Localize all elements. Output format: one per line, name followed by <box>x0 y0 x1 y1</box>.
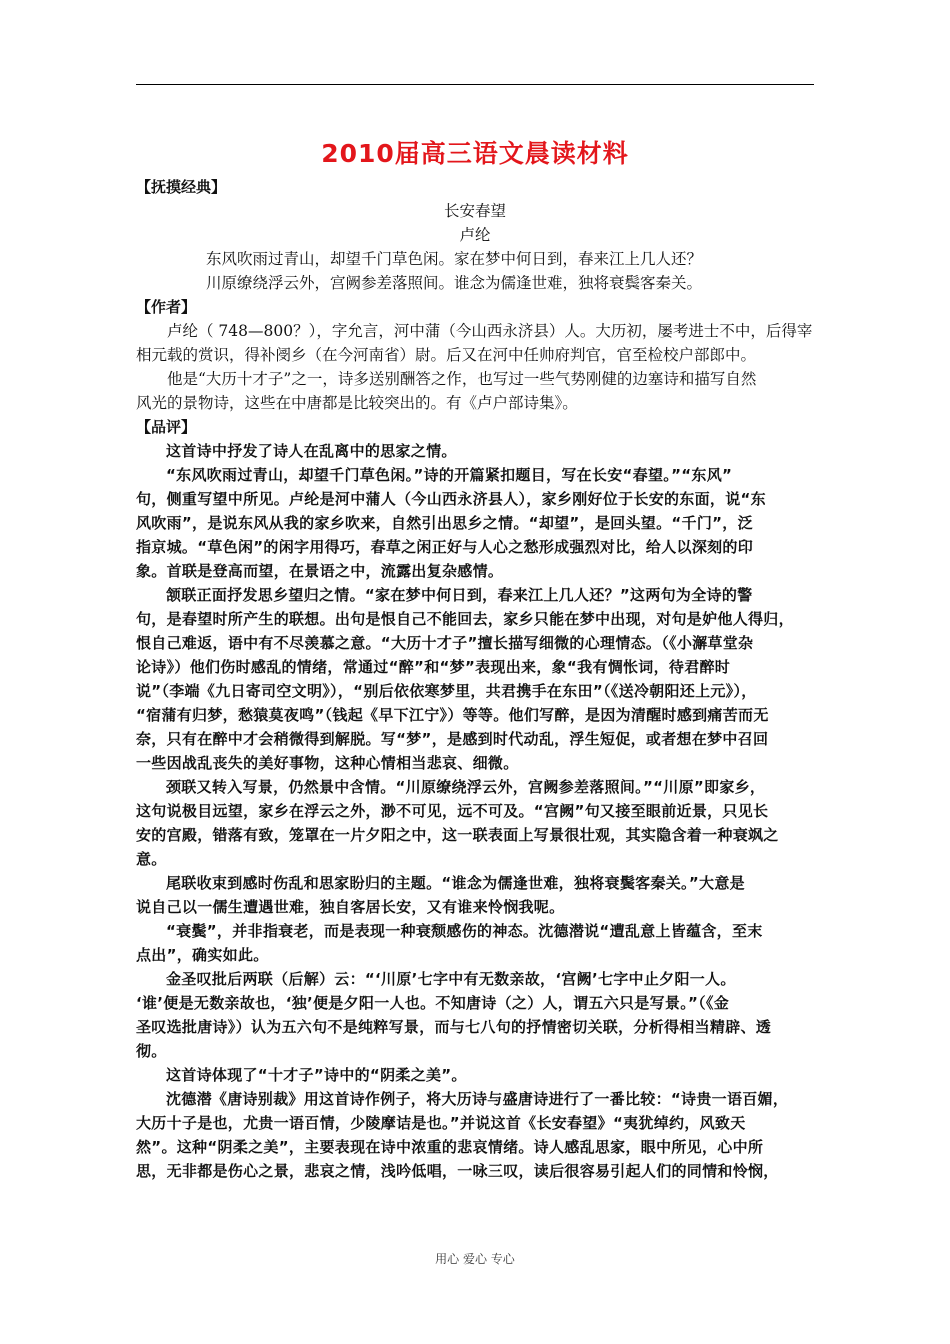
review-line: 这首诗体现了“十才子”诗中的“阴柔之美”。 <box>166 1066 467 1084</box>
review-line: 指京城。“草色闲”的闲字用得巧，春草之闲正好与人心之愁形成强烈对比，给人以深刻的印 <box>136 538 754 556</box>
review-line: 然”。这种“阴柔之美”，主要表现在诗中浓重的悲哀情绪。诗人感乱思家，眼中所见，心中所 <box>136 1138 764 1156</box>
poem-title: 长安春望 <box>443 202 506 220</box>
review-line: 一些因战乱丧失的美好事物，这种心情相当悲哀、细微。 <box>136 754 519 772</box>
document-body <box>136 175 814 1183</box>
author-paragraph-line: 相元载的赏识，得补阌乡（在今河南省）尉。后又在河中任帅府判官，官至检校户部郎中。 <box>136 346 757 364</box>
page-title: 2010届高三语文晨读材料 <box>321 139 629 168</box>
review-line: 尾联收束到感时伤乱和思家盼归的主题。“谁念为儒逢世难，独将衰鬓客秦关。”大意是 <box>166 874 745 892</box>
author-paragraph-line: 他是“大历十才子”之一，诗多送别酬答之作，也写过一些气势刚健的边塞诗和描写自然 <box>167 370 757 388</box>
review-line: 意。 <box>136 850 167 868</box>
review-line: 象。首联是登高而望，在景语之中，流露出复杂感情。 <box>136 562 504 580</box>
section-heading-review: 【品评】 <box>136 418 197 436</box>
review-line: 颔联正面抒发思乡望归之情。“家在梦中何日到，春来江上几人还？”这两句为全诗的警 <box>166 586 753 604</box>
review-line: 句，是春望时所产生的联想。出句是恨自己不能回去，家乡只能在梦中出现，对句是妒他人得归， <box>136 610 794 628</box>
review-line: 论诗》）他们伤时感乱的情绪，常通过“醉”和“梦”表现出来，象“我有惆怅词，待君醉时 <box>136 658 731 676</box>
author-paragraph-line: 卢纶（ 748—800？），字允言，河中蒲（今山西永济县）人。大历初，屡考进士不中，后得宰 <box>167 322 813 340</box>
review-line: 圣叹选批唐诗》）认为五六句不是纯粹写景，而与七八句的抒情密切关联，分析得相当精辟、透 <box>136 1018 772 1036</box>
poem-line: 川原缭绕浮云外，宫阙参差落照间。谁念为儒逢世难，独将衰鬓客秦关。 <box>206 274 703 292</box>
review-line: 思，无非都是伤心之景，悲哀之情，浅吟低唱，一咏三叹，读后很容易引起人们的同情和怜悯， <box>136 1162 779 1180</box>
section-heading-author: 【作者】 <box>136 298 197 316</box>
review-line: 说”（李端《九日寄司空文明》），“别后依依寒梦里，共君携手在东田”（《送冷朝阳还上元》）， <box>136 682 757 700</box>
review-line: 恨自己难返，语中有不尽羡慕之意。“大历十才子”擅长描写细微的心理情态。（《小澥草堂杂 <box>136 634 754 652</box>
review-line: 彻。 <box>136 1042 167 1060</box>
review-line: 这句说极目远望，家乡在浮云之外，渺不可见，远不可及。“宫阙”句又接至眼前近景，只见长 <box>136 802 769 820</box>
review-line: “衰鬓”，并非指衰老，而是表现一种衰颓感伤的神态。沈德潜说“遭乱意上皆蕴含，至末 <box>166 922 763 940</box>
page-footer: 用心 爱心 专心 <box>435 1252 515 1266</box>
review-line: ‘谁’便是无数亲故也，‘独’便是夕阳一人也。不知唐诗（之）人，谓五六只是写景。”（《金 <box>136 994 730 1012</box>
review-line: 颈联又转入写景，仍然景中含情。“川原缭绕浮云外，宫阙参差落照间。”“川原”即家乡， <box>166 778 766 796</box>
review-line: 点出”，确实如此。 <box>136 946 269 964</box>
review-line: 奈，只有在醉中才会稍微得到解脱。写“梦”，是感到时代动乱，浮生短促，或者想在梦中召回 <box>136 730 769 748</box>
review-line: 安的宫殿，错落有致，笼罩在一片夕阳之中，这一联表面上写景很壮观，其实隐含着一种衰飒之 <box>136 826 779 844</box>
review-line: “宿蒲有归梦，愁猿莫夜鸣”（钱起《早下江宁》）等等。他们写醉，是因为清醒时感到痛苦而无 <box>136 706 769 724</box>
review-line: 沈德潜《唐诗别裁》用这首诗作例子，将大历诗与盛唐诗进行了一番比较：“诗贵一语百媚， <box>166 1090 789 1108</box>
section-heading-classic: 【抚摸经典】 <box>136 178 227 196</box>
author-paragraph-line: 风光的景物诗，这些在中唐都是比较突出的。有《卢户部诗集》。 <box>136 394 578 412</box>
review-line: 说自己以一儒生遭遇世难，独自客居长安，又有谁来怜悯我呢。 <box>136 898 565 916</box>
poem-line: 东风吹雨过青山，却望千门草色闲。家在梦中何日到，春来江上几人还？ <box>206 250 703 268</box>
review-line: 句，侧重写望中所见。卢纶是河中蒲人（今山西永济县人），家乡刚好位于长安的东面，说“东 <box>136 490 766 508</box>
poem-author: 卢纶 <box>459 226 491 244</box>
header-rule <box>136 84 814 85</box>
review-line: 大历十子是也，尤贵一语百情，少陵摩诘是也。”并说这首《长安春望》“夷犹绰约，风致天 <box>136 1114 746 1132</box>
review-line: 风吹雨”，是说东风从我的家乡吹来，自然引出思乡之情。“却望”，是回头望。“千门”，泛 <box>136 514 753 532</box>
review-line: “东风吹雨过青山，却望千门草色闲。”诗的开篇紧扣题目，写在长安“春望。”“东风” <box>166 466 733 484</box>
review-line: 这首诗中抒发了诗人在乱离中的思家之情。 <box>166 442 457 460</box>
review-line: 金圣叹批后两联（后解）云：“‘川原’七字中有无数亲故，‘宫阙’七字中止夕阳一人。 <box>166 970 736 988</box>
